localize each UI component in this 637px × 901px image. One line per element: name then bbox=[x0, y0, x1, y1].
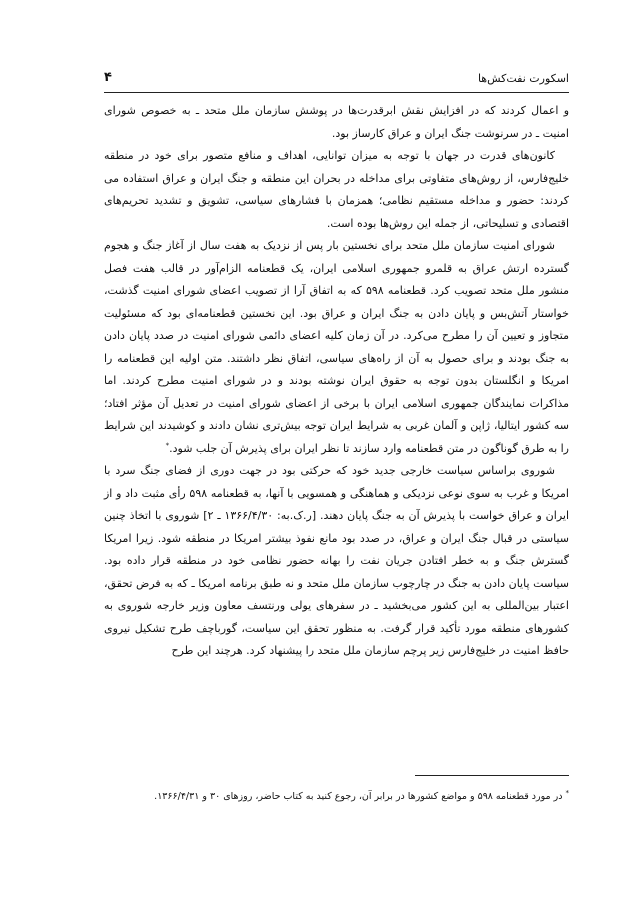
page-header bbox=[104, 70, 569, 90]
header-divider bbox=[104, 92, 569, 93]
running-title: اسکورت نفت‌کش‌ها bbox=[477, 72, 569, 85]
page-number: ۴ bbox=[104, 70, 112, 85]
paragraph bbox=[104, 235, 569, 460]
footnote-divider bbox=[415, 775, 569, 776]
paragraph bbox=[104, 460, 569, 663]
paragraph-text: کانون‌های قدرت در جهان با توجه به میزان توانایی، اهداف و منافع متصور برای خود در منطقه خلیج‌فارس، از روش‌های متفاوتی برای مداخله در بحران این منطقه و جنگ ایران و عراق استفاده می کردند: حضور و مداخله مستقیم نظامی؛ همزمان با فشارهای سیاسی، تشویق و تشدید تحریم‌های اقتصادی و تسلیحاتی، از جمله این روش‌ها بوده است. bbox=[104, 149, 569, 230]
footnote-reference[interactable]: * bbox=[165, 440, 170, 449]
paragraph bbox=[104, 145, 569, 235]
footnote bbox=[104, 786, 569, 807]
paragraph-text: شورای امنیت سازمان ملل متحد برای نخستین بار پس از نزدیک به هفت سال از آغاز جنگ و هجوم گسترده ارتش عراق به قلمرو جمهوری اسلامی ایران، یک قطعنامه الزام‌آور در قالب هفت فصل منشور ملل متحد تصویب کرد. قطعنامه ۵۹۸ که به اتفاق آرا از تصویب اعضای شورای امنیت گذشت، خواستار آتش‌بس و پایان دادن به جنگ ایران و عراق بود. این نخستین قطعنامه‌ای بود که مسئولیت متجاوز و تعیین آن را مطرح می‌کرد. در آن زمان کلیه اعضای دائمی شورای امنیت در صدد پایان دادن به جنگ بودند و برای حصول به آن از راه‌های سیاسی، اتفاق نظر داشتند. متن اولیه این قطعنامه را امریکا و انگلستان بدون توجه به حقوق ایران نوشته بودند و در شورای امنیت مطرح کردند. اما مذاکرات نمایندگان جمهوری اسلامی ایران با برخی از اعضای شورای امنیت در تعدیل آن مؤثر افتاد؛ سه کشور ایتالیا، ژاپن و آلمان غربی به شرایط ایران توجه بیش‌تری نشان دادند و کوشیدند این شرایط را به طرق گوناگون در متن قطعنامه وارد سازند تا نظر ایران برای پذیرش آن جلب شود. bbox=[104, 239, 569, 455]
footnote-text: در مورد قطعنامه ۵۹۸ و مواضع کشورها در برابر آن، رجوع کنید به کتاب حاضر، روزهای ۳۰ و ۱۳۶۶/۴/۳۱. bbox=[154, 791, 563, 802]
paragraph-text: شوروی براساس سیاست خارجی جدید خود که حرکتی بود در جهت دوری از فضای جنگ سرد با امریکا و غرب به سوی نوعی نزدیکی و هماهنگی و همسویی با آنها، به قطعنامه ۵۹۸ رأی مثبت داد و از ایران و عراق خواست با پذیرش آن به جنگ پایان دهند. [ر.ک.به: ۱۳۶۶/۴/۳۰ ـ ۲] شوروی با اتخاذ چنین سیاستی در قبال جنگ ایران و عراق، در صدد بود مانع نفوذ بیشتر امریکا در منطقه شود. زیرا امریکا گسترش جنگ و به خطر افتادن جریان نفت را بهانه حضور نظامی خود در منطقه قرار داده بود. سیاست پایان دادن به جنگ در چارچوب سازمان ملل متحد و نه طبق برنامه امریکا ـ که به فرض تحقق، اعتبار بین‌المللی به این کشور می‌بخشید ـ در سفرهای یولی ورنتسف معاون وزیر خارجه شوروی به کشورهای منطقه مورد تأکید قرار گرفت. به منظور تحقق این سیاست، گورباچف طرح تشکیل نیروی حافظ امنیت در خلیج‌فارس زیر پرچم سازمان ملل متحد را پیشنهاد کرد. هرچند این طرح bbox=[104, 464, 570, 657]
footnote-mark: * bbox=[565, 788, 569, 797]
body-text bbox=[104, 100, 569, 663]
paragraph-text: و اعمال کردند که در افزایش نقش ابرقدرت‌ها در پوشش سازمان ملل متحد ـ به خصوص شورای امنیت ـ در سرنوشت جنگ ایران و عراق کارساز بود. bbox=[104, 104, 569, 140]
paragraph bbox=[104, 100, 569, 145]
